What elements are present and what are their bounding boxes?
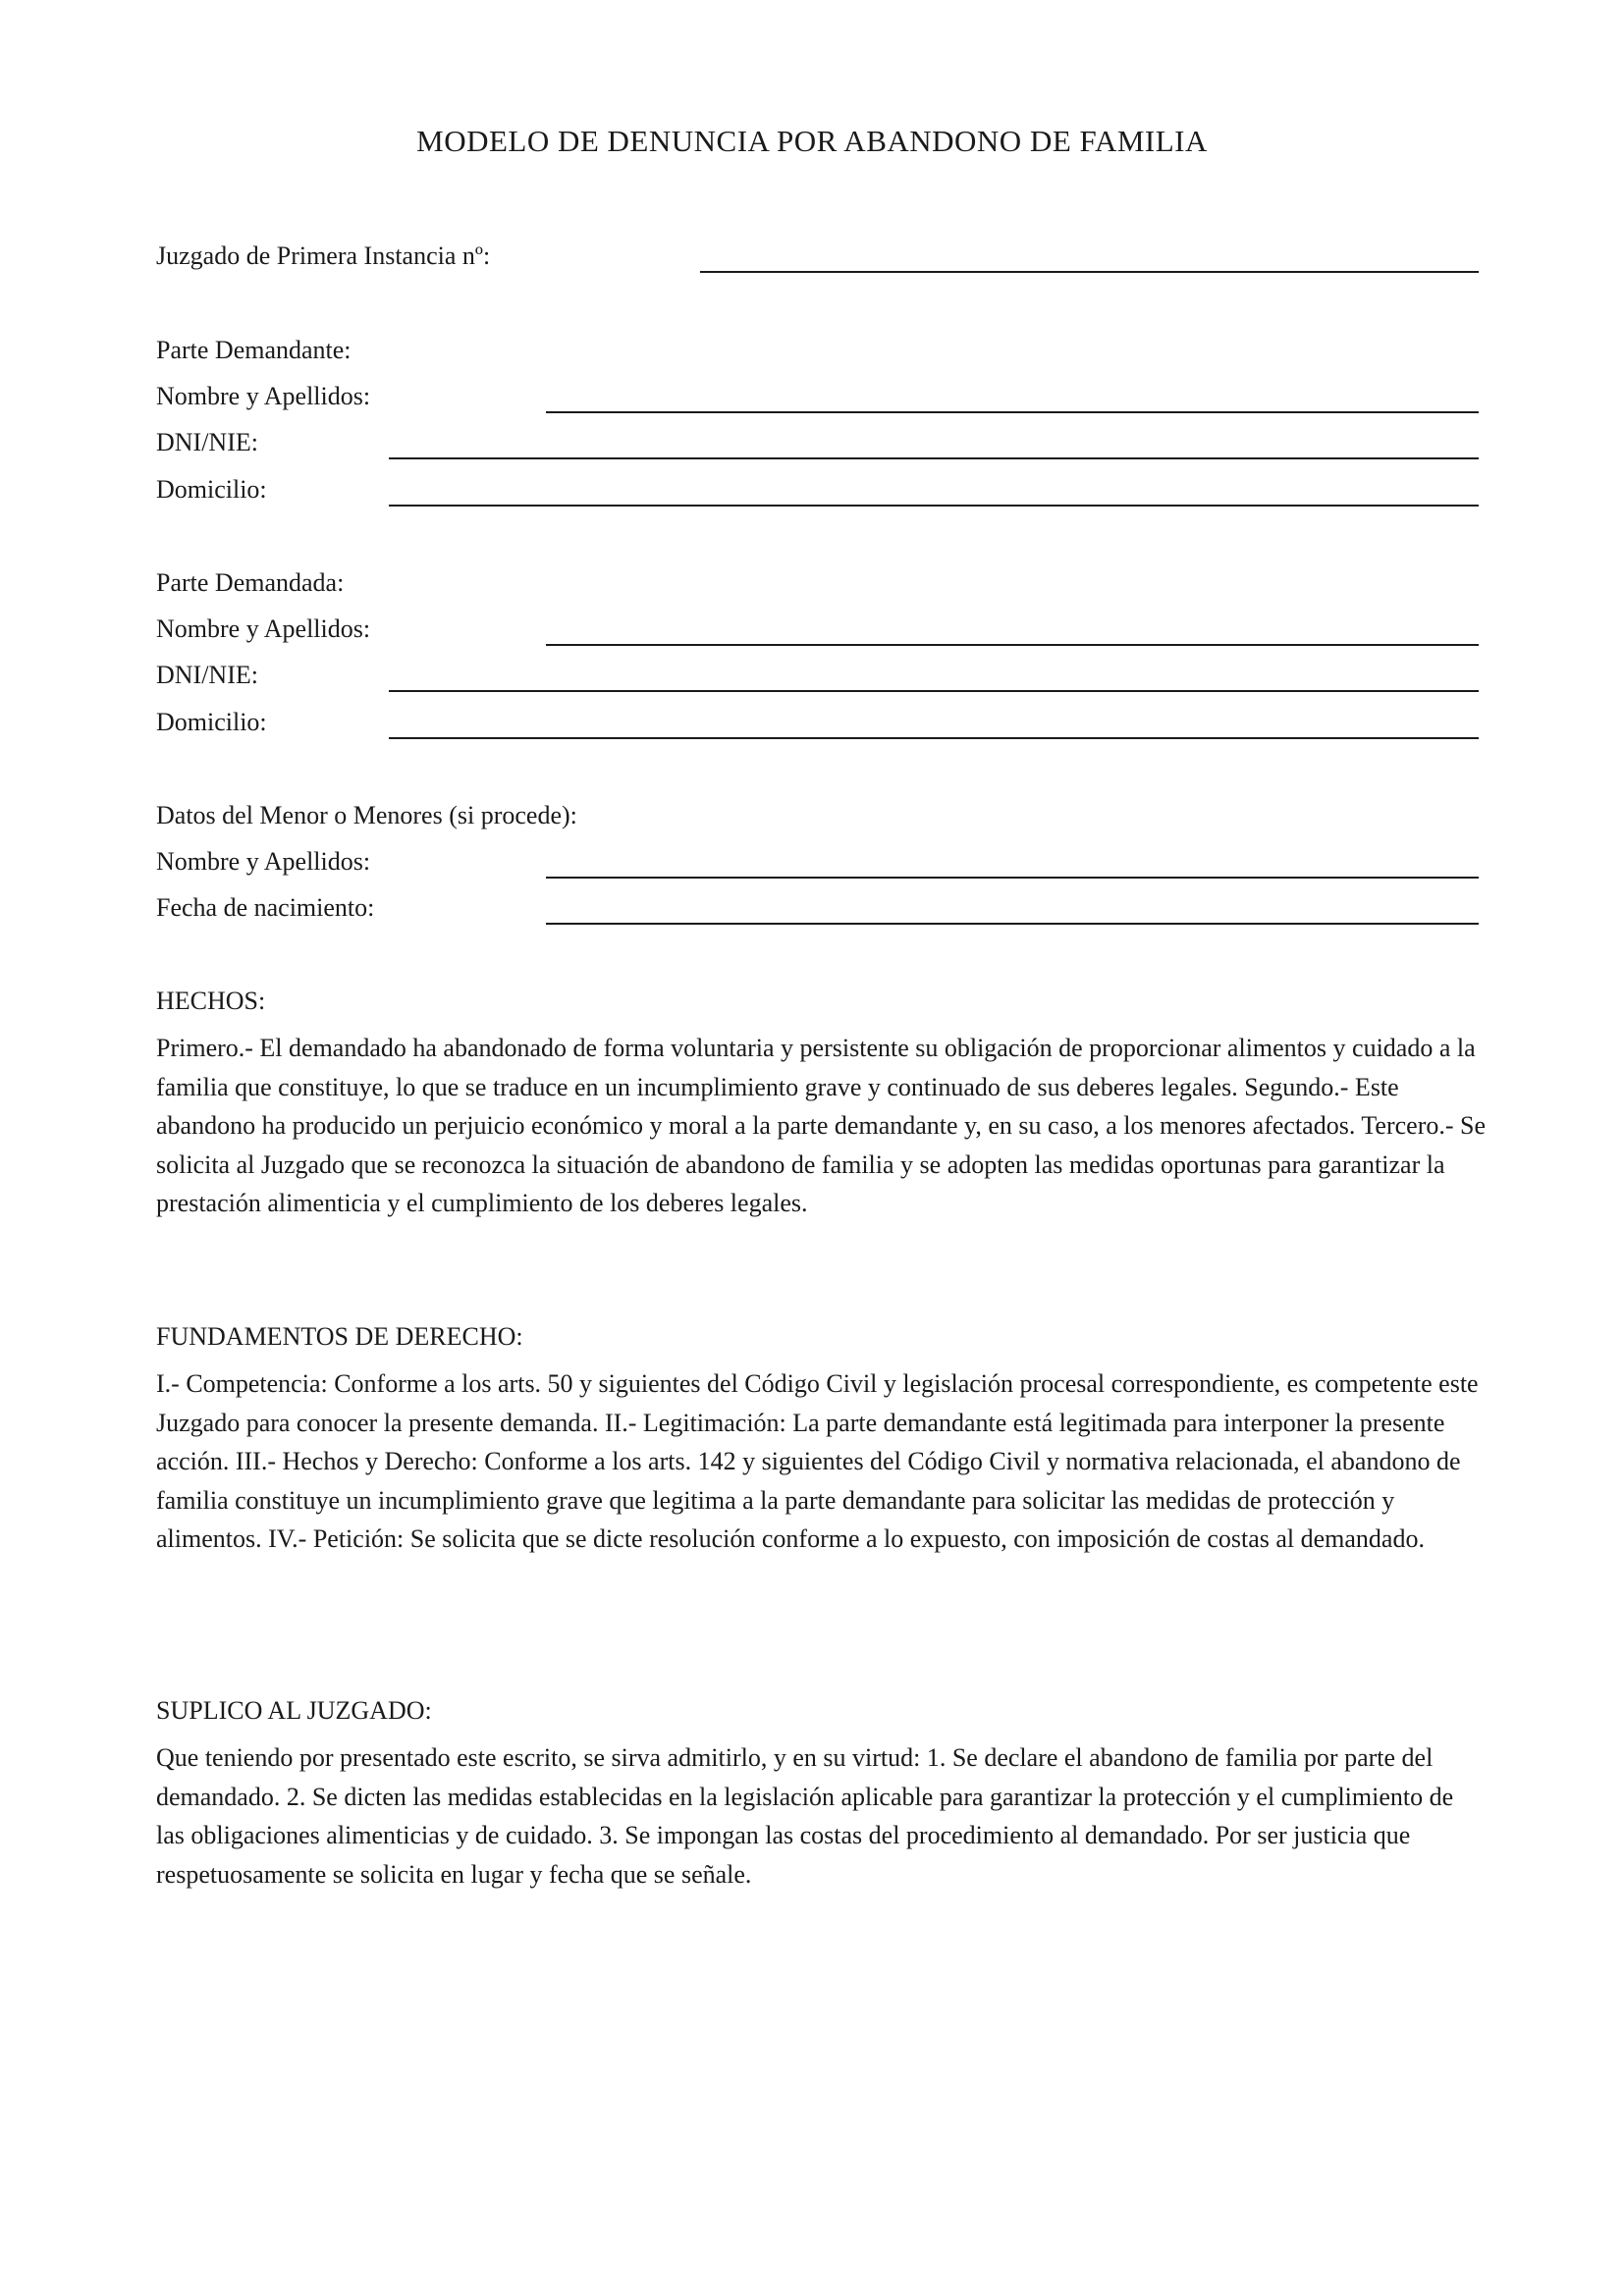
plaintiff-name-field-line[interactable] — [546, 411, 1479, 413]
plea-heading: SUPLICO AL JUZGADO: — [156, 1696, 432, 1725]
minors-name-field-line[interactable] — [546, 877, 1479, 879]
facts-heading: HECHOS: — [156, 987, 266, 1015]
law-heading: FUNDAMENTOS DE DERECHO: — [156, 1322, 523, 1351]
minors-name-label: Nombre y Apellidos: — [156, 847, 371, 876]
plea-body: Que teniendo por presentado este escrito, se sirva admitirlo, y en su virtud: 1. Se declare el abandono de familia por parte del demandado. 2. Se dicten las medidas establecidas en la legislación aplicable para garantizar la protección y el cumplimiento de las obligaciones alimenticias y de cuidado. 3. Se impongan las costas del procedimiento al demandado. Por ser justicia que respetuosamente se solicita en lugar y fecha que se señale. — [156, 1743, 1454, 1889]
defendant-name-label: Nombre y Apellidos: — [156, 614, 371, 643]
plaintiff-address-label: Domicilio: — [156, 475, 267, 504]
defendant-address-field-line[interactable] — [389, 737, 1479, 739]
court-label: Juzgado de Primera Instancia nº: — [156, 241, 491, 270]
defendant-name-field-line[interactable] — [546, 644, 1479, 646]
minors-heading: Datos del Menor o Menores (si procede): — [156, 801, 577, 829]
defendant-id-field-line[interactable] — [389, 690, 1479, 692]
plaintiff-address-field-line[interactable] — [389, 505, 1479, 507]
law-body: I.- Competencia: Conforme a los arts. 50 y siguientes del Código Civil y legislación procesal correspondiente, es competente este Juzgado para conocer la presente demanda. II.- Legitimación: La parte demandante está legitimada para interponer la presente acción. III.- Hechos y Derecho: Conforme a los arts. 142 y siguientes del Código Civil y normativa relacionada, el abandono de familia constituye un incumplimiento grave que legitima a la parte demandante para solicitar las medidas de protección y alimentos. IV.- Petición: Se solicita que se dicte resolución conforme a lo expuesto, con imposición de costas al demandado. — [156, 1369, 1479, 1553]
plaintiff-id-field-line[interactable] — [389, 457, 1479, 459]
defendant-address-label: Domicilio: — [156, 708, 267, 736]
defendant-id-label: DNI/NIE: — [156, 661, 258, 689]
plaintiff-id-label: DNI/NIE: — [156, 428, 258, 456]
plaintiff-name-label: Nombre y Apellidos: — [156, 382, 371, 410]
minors-birth-field-line[interactable] — [546, 923, 1479, 925]
facts-body: Primero.- El demandado ha abandonado de forma voluntaria y persistente su obligación de proporcionar alimentos y cuidado a la familia que constituye, lo que se traduce en un incumplimiento grave y continuado de sus deberes legales. Segundo.- Este abandono ha producido un perjuicio económico y moral a la parte demandante y, en su caso, a los menores afectados. Tercero.- Se solicita al Juzgado que se reconozca la situación de abandono de familia y se adopten las medidas oportunas para garantizar la prestación alimenticia y el cumplimiento de los deberes legales. — [156, 1034, 1487, 1217]
document-title: MODELO DE DENUNCIA POR ABANDONO DE FAMILIA — [416, 124, 1208, 158]
court-number-field-line[interactable] — [700, 271, 1479, 273]
defendant-heading: Parte Demandada: — [156, 568, 345, 597]
minors-birth-label: Fecha de nacimiento: — [156, 893, 375, 922]
plaintiff-heading: Parte Demandante: — [156, 336, 352, 364]
